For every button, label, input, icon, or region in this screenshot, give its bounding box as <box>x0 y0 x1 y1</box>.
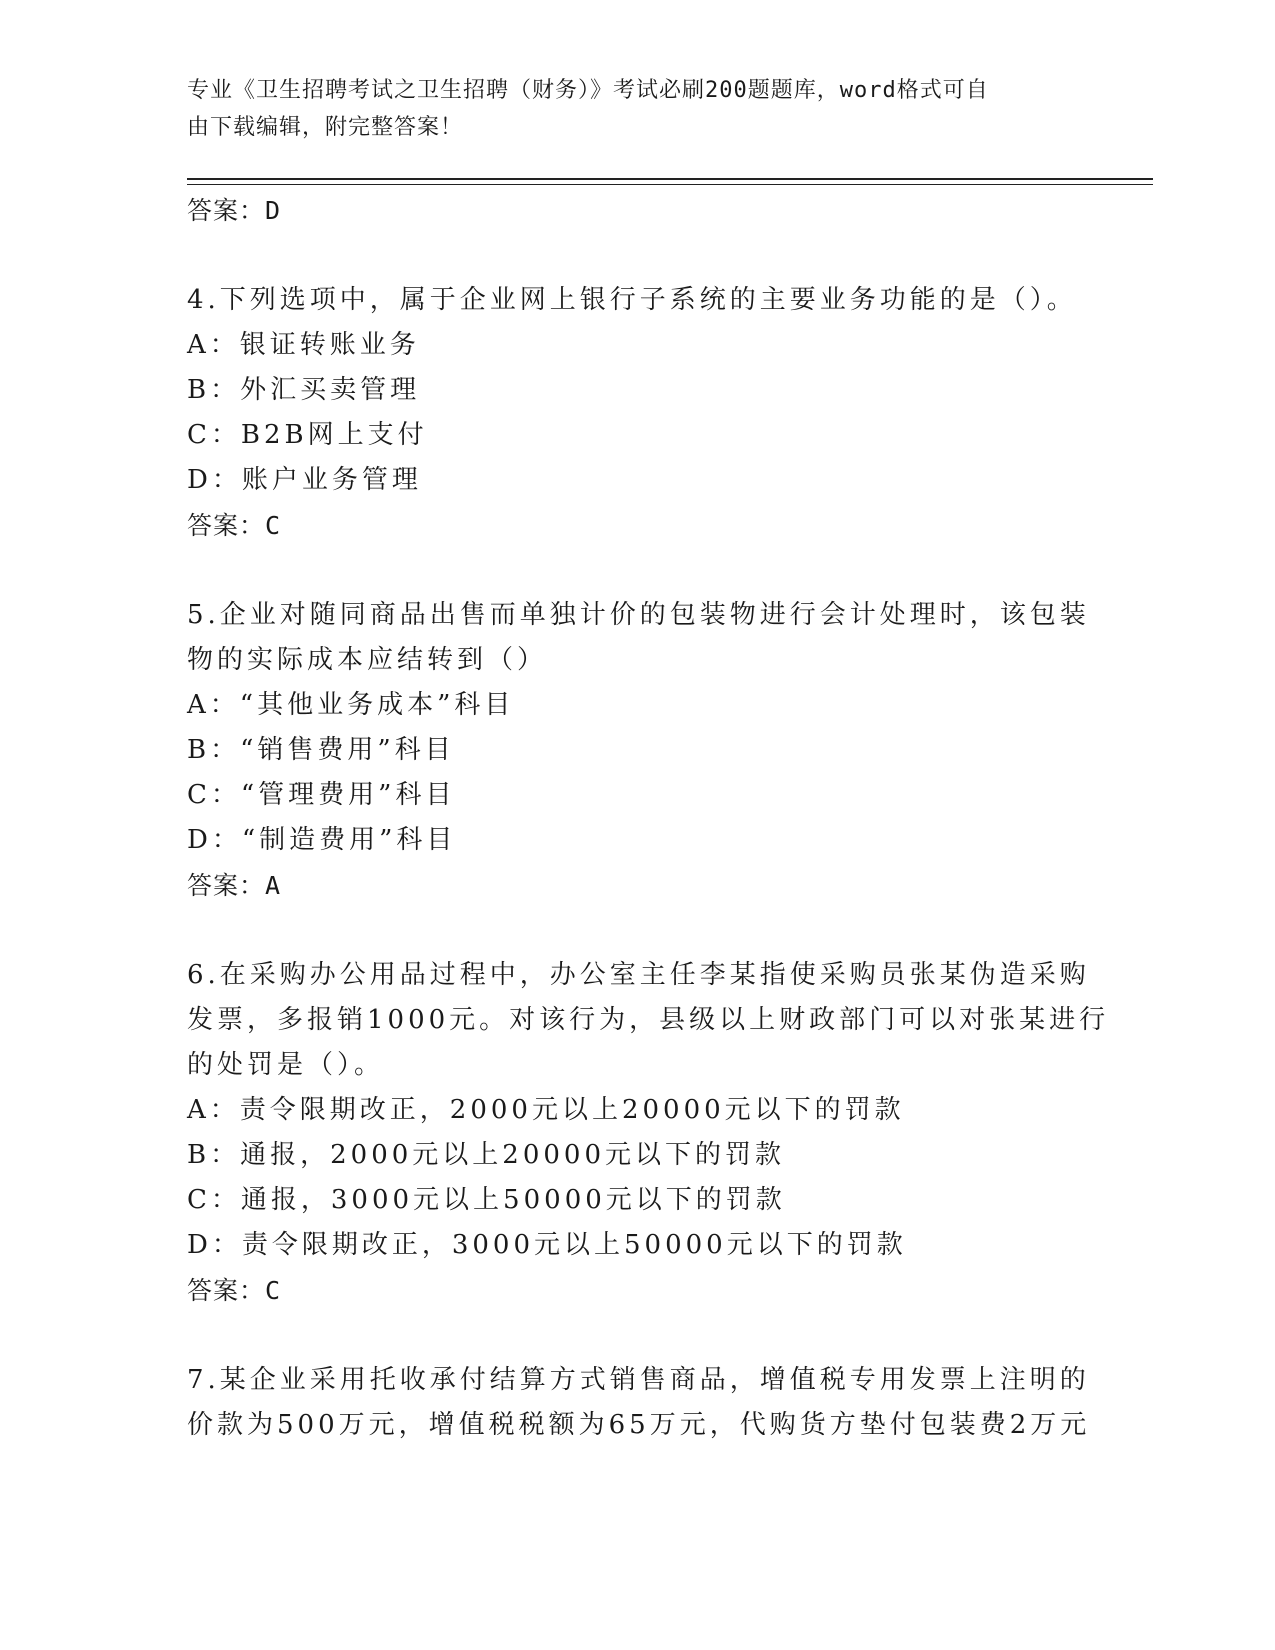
option-a: A：银证转账业务 <box>187 330 420 360</box>
answer-line: 答案：A <box>187 871 282 900</box>
question-text: 5.企业对随同商品出售而单独计价的包装物进行会计处理时，该包装 <box>187 600 1090 630</box>
question-text: 4.下列选项中，属于企业网上银行子系统的主要业务功能的是（）。 <box>187 285 1077 315</box>
header-divider-thin <box>187 184 1153 185</box>
option-d: D：责令限期改正，3000元以上50000元以下的罚款 <box>187 1230 907 1260</box>
question-7 <box>187 1358 1091 1448</box>
question-text: 的处罚是（）。 <box>187 1050 385 1080</box>
option-d: D：“制造费用”科目 <box>187 825 457 855</box>
question-text: 价款为500万元，增值税税额为65万元，代购货方垫付包装费2万元 <box>187 1410 1091 1440</box>
question-text: 7.某企业采用托收承付结算方式销售商品，增值税专用发票上注明的 <box>187 1365 1090 1395</box>
option-a: A：“其他业务成本”科目 <box>187 690 515 720</box>
document-body <box>187 188 1110 1448</box>
question-text: 物的实际成本应结转到（） <box>187 645 548 675</box>
question-4 <box>187 278 1087 548</box>
option-b: B：通报，2000元以上20000元以下的罚款 <box>187 1140 785 1170</box>
answer-line: 答案：C <box>187 1276 282 1305</box>
option-a: A：责令限期改正，2000元以上20000元以下的罚款 <box>187 1095 905 1125</box>
option-c: C：“管理费用”科目 <box>187 780 456 810</box>
question-text: 发票，多报销1000元。对该行为，县级以上财政部门可以对张某进行 <box>187 1005 1110 1035</box>
option-b: B：外汇买卖管理 <box>187 375 421 405</box>
header-divider-thick <box>187 178 1153 180</box>
option-c: C：通报，3000元以上50000元以下的罚款 <box>187 1185 786 1215</box>
question-5 <box>187 593 1090 908</box>
question-6 <box>187 953 1110 1313</box>
document-header <box>187 72 1067 146</box>
option-d: D：账户业务管理 <box>187 465 422 495</box>
answer-line: 答案：C <box>187 511 282 540</box>
header-line-1: 专业《卫生招聘考试之卫生招聘（财务）》考试必刷200题题库，word格式可自 <box>187 78 989 103</box>
question-text: 6.在采购办公用品过程中，办公室主任李某指使采购员张某伪造采购 <box>187 960 1090 990</box>
answer-line: 答案：D <box>187 196 282 225</box>
header-line-2: 由下载编辑，附完整答案！ <box>187 115 464 140</box>
option-c: C：B2B网上支付 <box>187 420 428 450</box>
option-b: B：“销售费用”科目 <box>187 735 455 765</box>
